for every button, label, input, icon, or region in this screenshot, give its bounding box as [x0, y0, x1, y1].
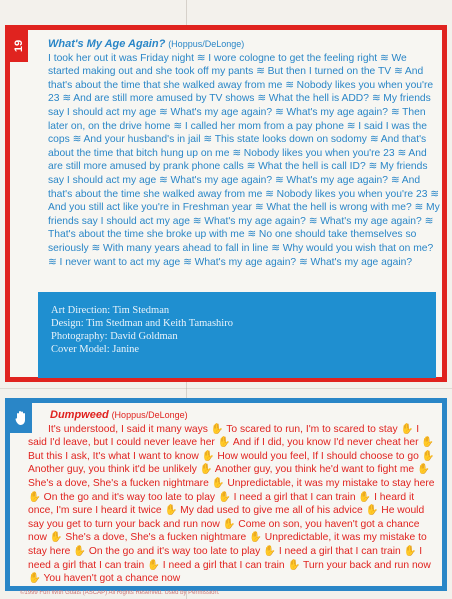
copyright-notice: ©1999 Fun With Goats (ASCAP) All Rights Reserved. Used by Permission. — [20, 590, 220, 596]
credit-art-direction: Art Direction: Tim Stedman — [51, 305, 170, 316]
song-title: Dumpweed — [50, 409, 109, 421]
track-tag-label: 19 — [13, 39, 25, 53]
song-lyrics-text: It's understood, I said it many ways ✋ To scared to run, I'm to scared to stay ✋ I said I'd leave, but I could never leave her ✋ And if I did, you know I'd never cheat her ✋ But this I ask, It's what I want to know ✋ How would you feel, If I should choose to go ✋ Another guy, you think it'd be unlikely ✋ Another guy, you think he'd want to fight me ✋ She's a dove, She's a fucken nightmare ✋ Unpredictable, it was my mistake to stay here ✋ On the go and it's way too late to play ✋ I need a girl that I can train ✋ I heard it once, I'm sure I heard it twice ✋ My dad used to give me all of his advice ✋ He would say you get to turn your back and run now ✋ Come on son, you haven't got a chance now ✋ She's a dove, She's a fucken nightmare ✋ Unpredictable, it was my mistake to stay here ✋ On the go and it's way too late to play ✋ I need a girl that I can train ✋ I need a girl that I can train ✋ I need a girl that I can train ✋ Turn your back and run now ✋ You haven't got a chance now — [28, 423, 435, 585]
song-title: What's My Age Again? — [48, 38, 166, 50]
track-tag — [10, 30, 28, 62]
album-credits-box — [38, 292, 436, 378]
song-credit: (Hoppus/DeLonge) — [168, 39, 245, 49]
song-lyrics-text: I took her out it was Friday night ≋ I wore cologne to get the feeling right ≋ We started making out and she took off my pants ≋ But then I turned on the TV ≋ And that's about the time that she walked away from me ≋ Nobody likes you when you're 23 ≋ And are still more amused by TV shows ≋ What the hell is ADD? ≋ My friends say I should act my age ≋ What's my age again? ≋ What's my age again? ≋ Then later on, on the drive home ≋ I called her mom from a pay phone ≋ I said I was the cops ≋ And your husband's in jail ≋ This state looks down on sodomy ≋ And that's about the time that bitch hung up on me ≋ Nobody likes you when you're 23 ≋ And are still more amused by prank phone calls ≋ What the hell is call ID? ≋ My friends say I should act my age ≋ What's my age again? ≋ What's my age again? ≋ And that's about the time she walked away from me ≋ Nobody likes you when you're 23 ≋ And you still act like you're in Freshman year ≋ What the hell is wrong with me? ≋ My friends say I should act my age ≋ What's my age again? ≋ What's my age again? ≋ That's about the time she broke up with me ≋ No one should take themselves so seriously ≋ With many years ahead to fall in line ≋ Why would you wish that on me? ≋ I never want to act my age ≋ What's my age again? ≋ What's my age again? — [48, 52, 440, 268]
lyrics-panel-dumpweed — [5, 398, 447, 591]
song-credit: (Hoppus/DeLonge) — [111, 410, 188, 420]
song-lyrics — [28, 409, 440, 586]
song-lyrics — [28, 38, 440, 269]
fold-crease-horizontal — [0, 388, 452, 389]
credit-photography: Photography: David Goldman — [51, 331, 178, 342]
credit-design: Design: Tim Stedman and Keith Tamashiro — [51, 318, 233, 329]
credit-cover-model: Cover Model: Janine — [51, 344, 140, 355]
lyrics-panel-what-my-age — [5, 25, 447, 382]
